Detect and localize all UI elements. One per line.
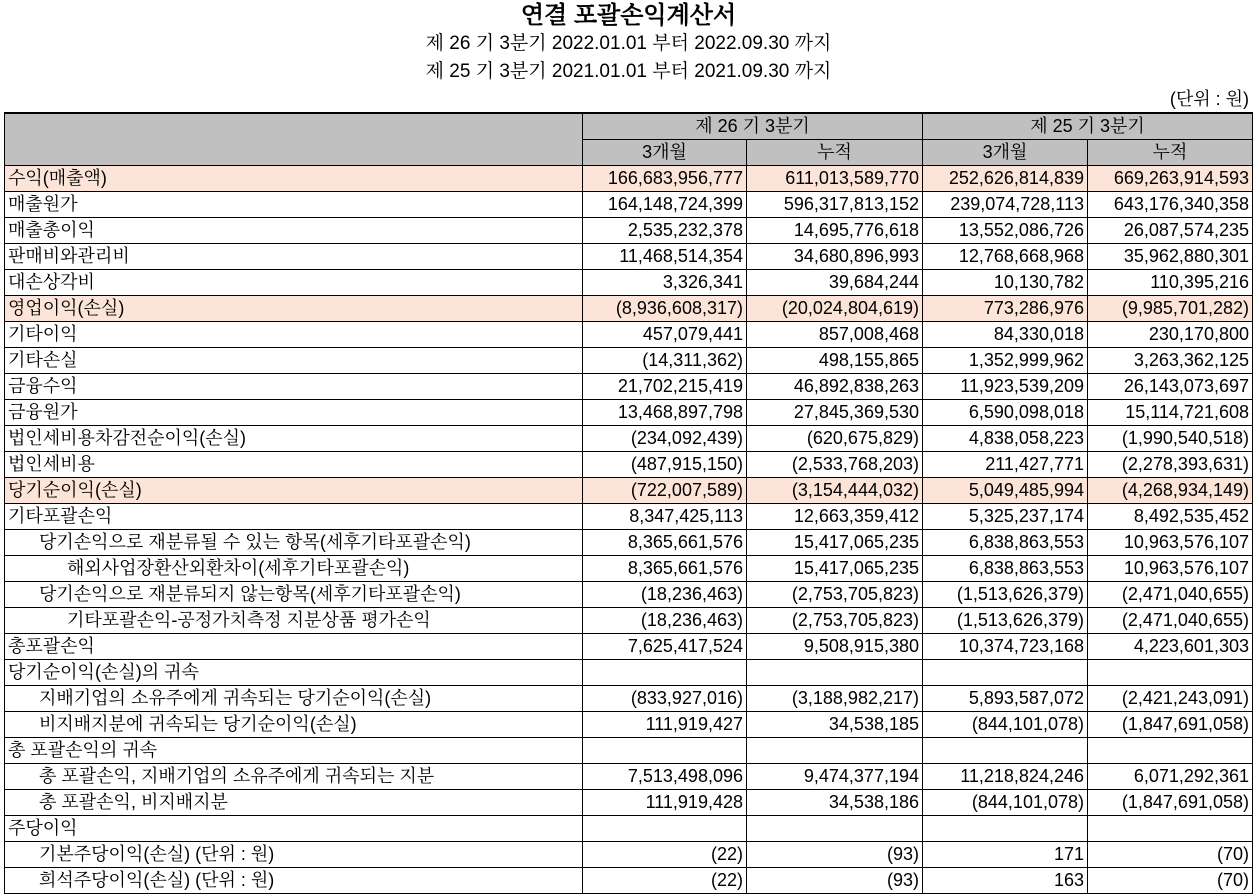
row-value: 3,326,341 (583, 270, 747, 296)
row-label: 수익(매출액) (5, 166, 583, 192)
row-value: (1,847,691,058) (1088, 712, 1253, 738)
row-value (583, 738, 747, 764)
row-value: (234,092,439) (583, 426, 747, 452)
row-value: 230,170,800 (1088, 322, 1253, 348)
row-value: 11,468,514,354 (583, 244, 747, 270)
row-value: (70) (1088, 868, 1253, 894)
row-value: (93) (747, 842, 923, 868)
row-value: 34,538,186 (747, 790, 923, 816)
row-value: 239,074,728,113 (923, 192, 1088, 218)
table-row (5, 790, 1253, 816)
row-value: 14,695,776,618 (747, 218, 923, 244)
row-value: 8,365,661,576 (583, 556, 747, 582)
row-value (747, 660, 923, 686)
table-row (5, 374, 1253, 400)
row-value: 857,008,468 (747, 322, 923, 348)
table-row (5, 842, 1253, 868)
row-value: (2,753,705,823) (747, 582, 923, 608)
table-row (5, 322, 1253, 348)
header-subcol: 누적 (747, 140, 923, 166)
row-label: 법인세비용 (5, 452, 583, 478)
row-value (923, 816, 1088, 842)
row-label: 당기순이익(손실) (5, 478, 583, 504)
row-value: 12,663,359,412 (747, 504, 923, 530)
row-value: 15,114,721,608 (1088, 400, 1253, 426)
row-label: 총포괄손익 (5, 634, 583, 660)
table-row (5, 348, 1253, 374)
row-value: (1,513,626,379) (923, 582, 1088, 608)
row-value: 13,552,086,726 (923, 218, 1088, 244)
row-value: (1,513,626,379) (923, 608, 1088, 634)
table-row (5, 166, 1253, 192)
row-label: 매출원가 (5, 192, 583, 218)
table-row (5, 426, 1253, 452)
row-value (747, 816, 923, 842)
document-title: 연결 포괄손익계산서 (520, 2, 737, 29)
row-value: 9,474,377,194 (747, 764, 923, 790)
row-value: (4,268,934,149) (1088, 478, 1253, 504)
row-value: 7,625,417,524 (583, 634, 747, 660)
header-row-periods (5, 113, 1253, 140)
row-label: 금융수익 (5, 374, 583, 400)
row-value: 8,365,661,576 (583, 530, 747, 556)
row-label: 총 포괄손익, 비지배지분 (5, 790, 583, 816)
table-row (5, 660, 1253, 686)
row-label: 기본주당이익(손실) (단위 : 원) (5, 842, 583, 868)
row-value: 10,374,723,168 (923, 634, 1088, 660)
table-row (5, 270, 1253, 296)
row-label: 기타포괄손익-공정가치측정 지분상품 평가손익 (5, 608, 583, 634)
row-value: 6,838,863,553 (923, 530, 1088, 556)
row-label: 당기손익으로 재분류될 수 있는 항목(세후기타포괄손익) (5, 530, 583, 556)
row-value: 26,087,574,235 (1088, 218, 1253, 244)
row-value: 164,148,724,399 (583, 192, 747, 218)
row-value: (2,533,768,203) (747, 452, 923, 478)
row-label: 매출총이익 (5, 218, 583, 244)
row-value: 1,352,999,962 (923, 348, 1088, 374)
row-value: 111,919,428 (583, 790, 747, 816)
header-period-current: 제 26 기 3분기 (583, 113, 923, 140)
row-value: 26,143,073,697 (1088, 374, 1253, 400)
row-value: (20,024,804,619) (747, 296, 923, 322)
row-value: (18,236,463) (583, 582, 747, 608)
row-value (747, 738, 923, 764)
row-value: 13,468,897,798 (583, 400, 747, 426)
row-value: (833,927,016) (583, 686, 747, 712)
row-value: (3,188,982,217) (747, 686, 923, 712)
row-label: 당기손익으로 재분류되지 않는항목(세후기타포괄손익) (5, 582, 583, 608)
row-value: 163 (923, 868, 1088, 894)
row-value: (2,421,243,091) (1088, 686, 1253, 712)
row-value: 11,218,824,246 (923, 764, 1088, 790)
row-value: (8,936,608,317) (583, 296, 747, 322)
header-subcol: 3개월 (923, 140, 1088, 166)
row-value (1088, 660, 1253, 686)
row-value: 9,508,915,380 (747, 634, 923, 660)
table-row (5, 400, 1253, 426)
header-subcol: 누적 (1088, 140, 1253, 166)
income-statement-table (4, 112, 1253, 894)
row-label: 법인세비용차감전순이익(손실) (5, 426, 583, 452)
row-value: (2,471,040,655) (1088, 582, 1253, 608)
period-line-current: 제 26 기 3분기 2022.01.01 부터 2022.09.30 까지 (425, 33, 832, 54)
table-row (5, 686, 1253, 712)
row-value: 11,923,539,209 (923, 374, 1088, 400)
table-row (5, 712, 1253, 738)
row-value: 12,768,668,968 (923, 244, 1088, 270)
row-value: 10,963,576,107 (1088, 556, 1253, 582)
row-label: 비지배지분에 귀속되는 당기순이익(손실) (5, 712, 583, 738)
row-value: (14,311,362) (583, 348, 747, 374)
row-value: (3,154,444,032) (747, 478, 923, 504)
row-value: (722,007,589) (583, 478, 747, 504)
row-label: 영업이익(손실) (5, 296, 583, 322)
row-value: 2,535,232,378 (583, 218, 747, 244)
row-value: 498,155,865 (747, 348, 923, 374)
row-value: (844,101,078) (923, 790, 1088, 816)
row-label: 당기순이익(손실)의 귀속 (5, 660, 583, 686)
row-value (583, 660, 747, 686)
row-value: 457,079,441 (583, 322, 747, 348)
table-row (5, 452, 1253, 478)
row-value: 46,892,838,263 (747, 374, 923, 400)
unit-label: (단위 : 원) (1169, 89, 1249, 109)
table-row (5, 478, 1253, 504)
table-row (5, 504, 1253, 530)
row-value: 84,330,018 (923, 322, 1088, 348)
row-value: (18,236,463) (583, 608, 747, 634)
table-row (5, 296, 1253, 322)
row-value: 7,513,498,096 (583, 764, 747, 790)
row-value: 39,684,244 (747, 270, 923, 296)
table-row (5, 738, 1253, 764)
row-value: 15,417,065,235 (747, 556, 923, 582)
row-value (923, 738, 1088, 764)
table-row (5, 634, 1253, 660)
row-value (1088, 738, 1253, 764)
row-value (923, 660, 1088, 686)
row-value: 111,919,427 (583, 712, 747, 738)
header-account (5, 113, 583, 166)
row-value: (70) (1088, 842, 1253, 868)
row-value: (1,847,691,058) (1088, 790, 1253, 816)
table-row (5, 556, 1253, 582)
row-value: (22) (583, 842, 747, 868)
row-value: 5,049,485,994 (923, 478, 1088, 504)
row-value (1088, 816, 1253, 842)
table-row (5, 868, 1253, 894)
row-label: 기타포괄손익 (5, 504, 583, 530)
row-value: 773,286,976 (923, 296, 1088, 322)
row-label: 주당이익 (5, 816, 583, 842)
row-value: (9,985,701,282) (1088, 296, 1253, 322)
row-value: 5,325,237,174 (923, 504, 1088, 530)
row-value: 4,223,601,303 (1088, 634, 1253, 660)
period-line-prior: 제 25 기 3분기 2021.01.01 부터 2021.09.30 까지 (425, 61, 832, 82)
table-row (5, 582, 1253, 608)
row-label: 기타이익 (5, 322, 583, 348)
row-value: 34,680,896,993 (747, 244, 923, 270)
row-value: (93) (747, 868, 923, 894)
row-value: 643,176,340,358 (1088, 192, 1253, 218)
row-value: 211,427,771 (923, 452, 1088, 478)
row-value: (487,915,150) (583, 452, 747, 478)
row-value: 6,590,098,018 (923, 400, 1088, 426)
row-value: (844,101,078) (923, 712, 1088, 738)
row-value: (2,278,393,631) (1088, 452, 1253, 478)
row-value: 27,845,369,530 (747, 400, 923, 426)
row-value: 34,538,185 (747, 712, 923, 738)
row-value: 10,130,782 (923, 270, 1088, 296)
row-value: 8,347,425,113 (583, 504, 747, 530)
row-label: 지배기업의 소유주에게 귀속되는 당기순이익(손실) (5, 686, 583, 712)
row-value: 8,492,535,452 (1088, 504, 1253, 530)
row-label: 금융원가 (5, 400, 583, 426)
header-subcol: 3개월 (583, 140, 747, 166)
row-value: 5,893,587,072 (923, 686, 1088, 712)
table-row (5, 192, 1253, 218)
row-label: 총 포괄손익, 지배기업의 소유주에게 귀속되는 지분 (5, 764, 583, 790)
row-value: 15,417,065,235 (747, 530, 923, 556)
table-row (5, 608, 1253, 634)
table-row (5, 244, 1253, 270)
row-label: 기타손실 (5, 348, 583, 374)
row-value: 10,963,576,107 (1088, 530, 1253, 556)
row-value: 252,626,814,839 (923, 166, 1088, 192)
table-row (5, 816, 1253, 842)
row-value: 21,702,215,419 (583, 374, 747, 400)
row-value: (2,753,705,823) (747, 608, 923, 634)
row-label: 판매비와관리비 (5, 244, 583, 270)
row-value: 171 (923, 842, 1088, 868)
row-value: 3,263,362,125 (1088, 348, 1253, 374)
row-value: 6,071,292,361 (1088, 764, 1253, 790)
table-row (5, 530, 1253, 556)
row-value: (22) (583, 868, 747, 894)
table-row (5, 218, 1253, 244)
row-value: (2,471,040,655) (1088, 608, 1253, 634)
row-value (583, 816, 747, 842)
row-label: 대손상각비 (5, 270, 583, 296)
row-value: 6,838,863,553 (923, 556, 1088, 582)
row-value: 110,395,216 (1088, 270, 1253, 296)
row-value: 669,263,914,593 (1088, 166, 1253, 192)
row-value: 611,013,589,770 (747, 166, 923, 192)
row-label: 희석주당이익(손실) (단위 : 원) (5, 868, 583, 894)
row-value: 4,838,058,223 (923, 426, 1088, 452)
row-value: (1,990,540,518) (1088, 426, 1253, 452)
header-period-prior: 제 25 기 3분기 (923, 113, 1253, 140)
table-row (5, 764, 1253, 790)
row-value: 596,317,813,152 (747, 192, 923, 218)
row-label: 총 포괄손익의 귀속 (5, 738, 583, 764)
row-value: 35,962,880,301 (1088, 244, 1253, 270)
row-value: 166,683,956,777 (583, 166, 747, 192)
row-label: 해외사업장환산외환차이(세후기타포괄손익) (5, 556, 583, 582)
row-value: (620,675,829) (747, 426, 923, 452)
